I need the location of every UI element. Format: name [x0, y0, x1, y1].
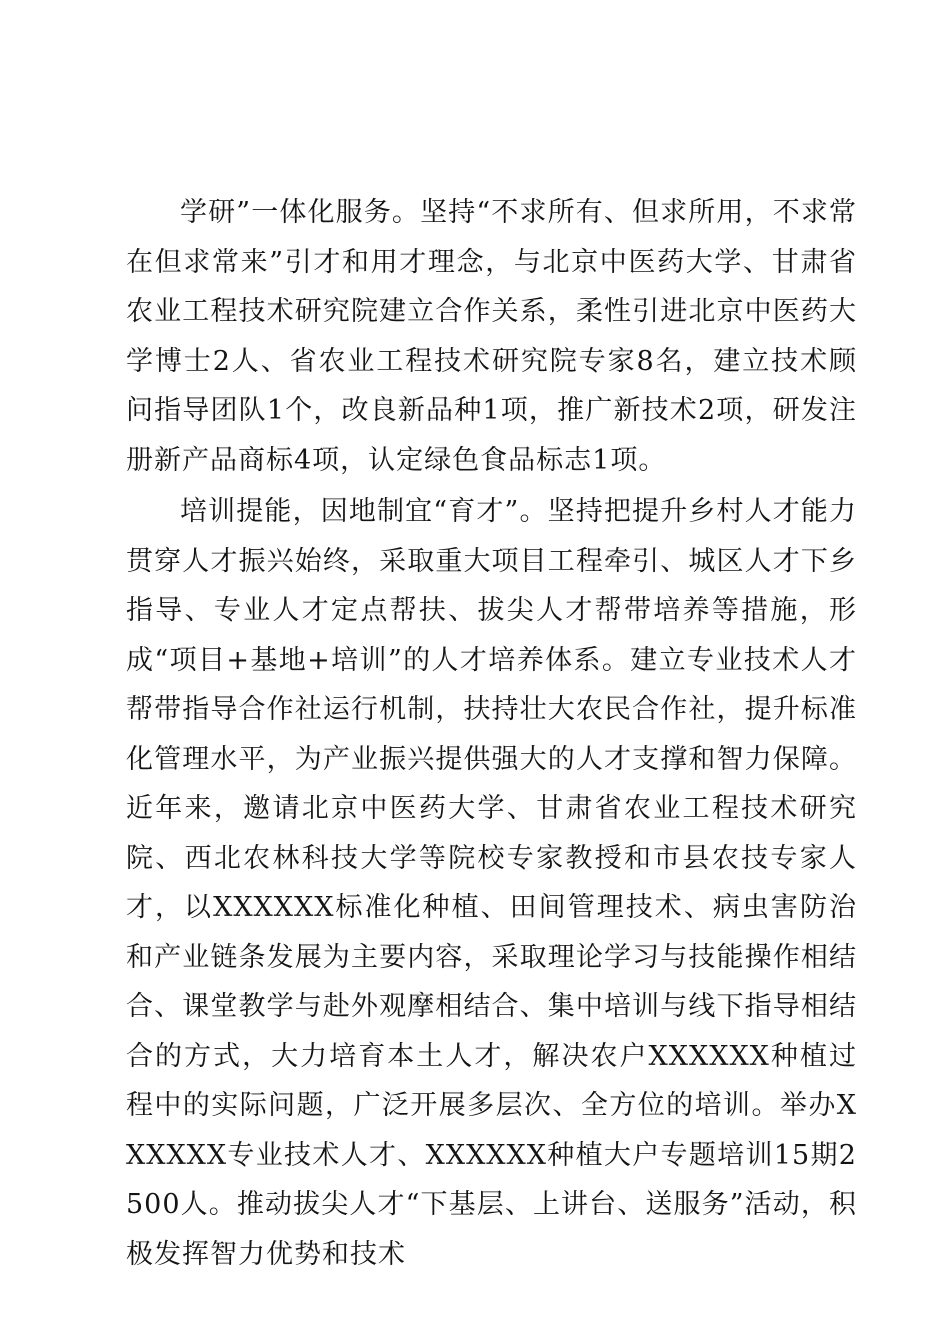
- paragraph-1: 学研”一体化服务。坚持“不求所有、但求所用，不求常在但求常来”引才和用才理念，与北京中医药大学、甘肃省农业工程技术研究院建立合作关系，柔性引进北京中医药大学博士2人、省农业工程技术研究院专家8名，建立技术顾问指导团队1个，改良新品种1项，推广新技术2项，研发注册新产品商标4项，认定绿色食品标志1项。: [126, 197, 857, 476]
- paragraph-2: 培训提能，因地制宜“育才”。坚持把提升乡村人才能力贯穿人才振兴始终，采取重大项目工程牵引、城区人才下乡指导、专业人才定点帮扶、拔尖人才帮带培养等措施，形成“项目+基地+培训”的人才培养体系。建立专业技术人才帮带指导合作社运行机制，扶持壮大农民合作社，提升标准化管理水平，为产业振兴提供强大的人才支撑和智力保障。近年来，邀请北京中医药大学、甘肃省农业工程技术研究院、西北农林科技大学等院校专家教授和市县农技专家人才，以XXXXXX标准化种植、田间管理技术、病虫害防治和产业链条发展为主要内容，采取理论学习与技能操作相结合、课堂教学与赴外观摩相结合、集中培训与线下指导相结合的方式，大力培育本土人才，解决农户XXXXXX种植过程中的实际问题，广泛开展多层次、全方位的培训。举办XXXXXX专业技术人才、XXXXXX种植大户专题培训15期2500人。推动拔尖人才“下基层、上讲台、送服务”活动，积极发挥智力优势和技术: [126, 496, 857, 1270]
- document-body: [126, 188, 857, 1279]
